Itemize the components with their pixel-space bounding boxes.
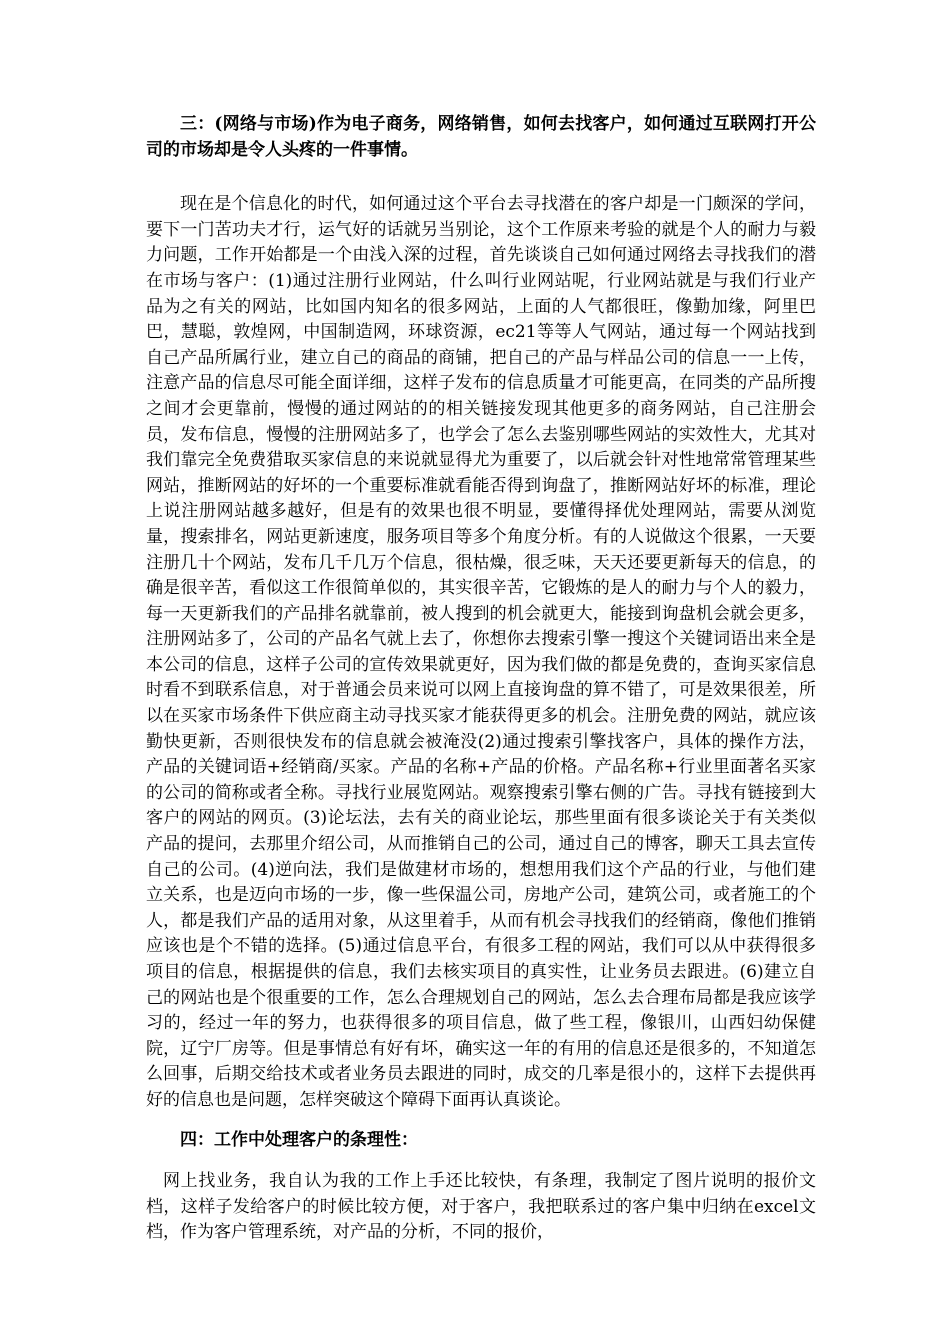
section-4-paragraph: 网上找业务，我自认为我的工作上手还比较快，有条理，我制定了图片说明的报价文档，这样子发给客户的时候比较方便，对于客户，我把联系过的客户集中归纳在excel文档，作为客户管理系统，对产品的分析，不同的报价，: [146, 1171, 816, 1243]
document-page: [146, 112, 816, 1246]
section-3-heading: 三：(网络与市场)作为电子商务，网络销售，如何去找客户，如何通过互联网打开公司的市场却是令人头疼的一件事情。: [146, 114, 816, 160]
section-3-paragraph: 现在是个信息化的时代，如何通过这个平台去寻找潜在的客户却是一门颇深的学问，要下一门苦功夫才行，运气好的话就另当别论，这个工作原来考验的就是个人的耐力与毅力问题，工作开始都是一个由浅入深的过程，首先谈谈自己如何通过网络去寻找我们的潜在市场与客户：(1)通过注册行业网站，什么叫行业网站呢，行业网站就是与我们行业产品为之有关的网站，比如国内知名的很多网站，上面的人气都很旺，像勤加缘，阿里巴巴，慧聪，敦煌网，中国制造网，环球资源，ec21等等人气网站，通过每一个网站找到自己产品所属行业，建立自己的商品的商铺，把自己的产品与样品公司的信息一一上传，注意产品的信息尽可能全面详细，这样子发布的信息质量才可能更高，在同类的产品所搜之间才会更靠前，慢慢的通过网站的的相关链接发现其他更多的商务网站，自己注册会员，发布信息，慢慢的注册网站多了，也学会了怎么去鉴别哪些网站的实效性大，尤其对我们靠完全免费猎取买家信息的来说就显得尤为重要了，以后就会针对性地常常管理某些网站，推断网站的好坏的一个重要标准就看能否得到询盘了，推断网站好坏的标准，理论上说注册网站越多越好，但是有的效果也很不明显，要懂得择优处理网站，需要从浏览量，搜索排名，网站更新速度，服务项目等多个角度分析。有的人说做这个很累，一天要注册几十个网站，发布几千几万个信息，很枯燥，很乏味，天天还要更新每天的信息，的确是很辛苦，看似这工作很简单似的，其实很辛苦，它锻炼的是人的耐力与个人的毅力，每一天更新我们的产品排名就靠前，被人搜到的机会就更大，能接到询盘机会就会更多，注册网站多了，公司的产品名气就上去了，你想你去搜索引擎一搜这个关键词语出来全是本公司的信息，这样子公司的宣传效果就更好，因为我们做的都是免费的，查询买家信息时看不到联系信息，对于普通会员来说可以网上直接询盘的算不错了，可是效果很差，所以在买家市场条件下供应商主动寻找买家才能获得更多的机会。注册免费的网站，就应该勤快更新，否则很快发布的信息就会被淹没(2)通过搜索引擎找客户，具体的操作方法，产品的关键词语+经销商/买家。产品的名称+产品的价格。产品名称+行业里面著名买家的公司的简称或者全称。寻找行业展览网站。观察搜索引擎右侧的广告。寻找有链接到大客户的网站的网页。(3)论坛法，去有关的商业论坛，那些里面有很多谈论关于有关类似产品的提问，去那里介绍公司，从而推销自己的公司，通过自己的博客，聊天工具去宣传自己的公司。(4)逆向法，我们是做建材市场的，想想用我们这个产品的行业，与他们建立关系，也是迈向市场的一步，像一些保温公司，房地产公司，建筑公司，或者施工的个人，都是我们产品的适用对象，从这里着手，从而有机会寻找我们的经销商，像他们推销应该也是个不错的选择。(5)通过信息平台，有很多工程的网站，我们可以从中获得很多项目的信息，根据提供的信息，我们去核实项目的真实性，让业务员去跟进。(6)建立自己的网站也是个很重要的工作，怎么合理规划自己的网站，怎么去合理布局都是我应该学习的，经过一年的努力，也获得很多的项目信息，做了些工程，像银川，山西妇幼保健院，辽宁厂房等。但是事情总有好有坏，确实这一年的有用的信息还是很多的，不知道怎么回事，后期交给技术或者业务员去跟进的同时，成交的几率是很小的，这样下去提供再好的信息也是问题，怎样突破这个障碍下面再认真谈论。: [146, 194, 816, 1110]
section-4-heading: 四：工作中处理客户的条理性：: [180, 1129, 418, 1150]
